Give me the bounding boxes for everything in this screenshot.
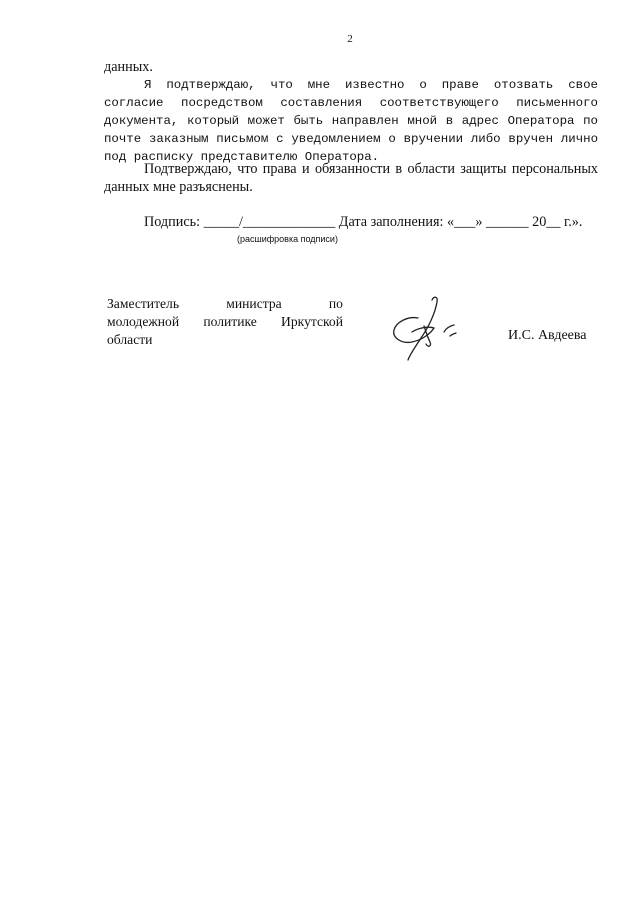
signatory-position — [107, 295, 343, 349]
signature-decode-caption: (расшифровка подписи) — [237, 234, 338, 244]
position-word: политике — [203, 314, 257, 329]
position-word: области — [107, 332, 153, 347]
position-word: Иркутской — [281, 314, 343, 329]
paragraph-rights-explained: Подтверждаю, что права и обязанности в области защиты персональных данных мне разъяснены. — [104, 161, 598, 195]
position-word: молодежной — [107, 314, 180, 329]
page-number: 2 — [347, 33, 353, 45]
position-word: по — [328, 296, 343, 311]
position-word: Заместитель — [107, 296, 180, 311]
signatory-name: И.С. Авдеева — [508, 328, 587, 343]
paragraph-continuation: данных. — [104, 59, 153, 75]
signature-date-line: Подпись: _____/_____________ Дата заполнения: «___» ______ 20__ г.». — [144, 214, 583, 230]
paragraph-consent-withdrawal: Я подтверждаю, что мне известно о праве отозвать свое согласие посредством составления соответствующего письменного документа, который может быть направлен мной в адрес Оператора по почте заказным письмом с уведомлением о вручении либо вручен лично под расписку представителю Оператора. — [104, 78, 598, 164]
position-word: министра — [226, 296, 282, 311]
handwritten-signature — [388, 292, 470, 364]
